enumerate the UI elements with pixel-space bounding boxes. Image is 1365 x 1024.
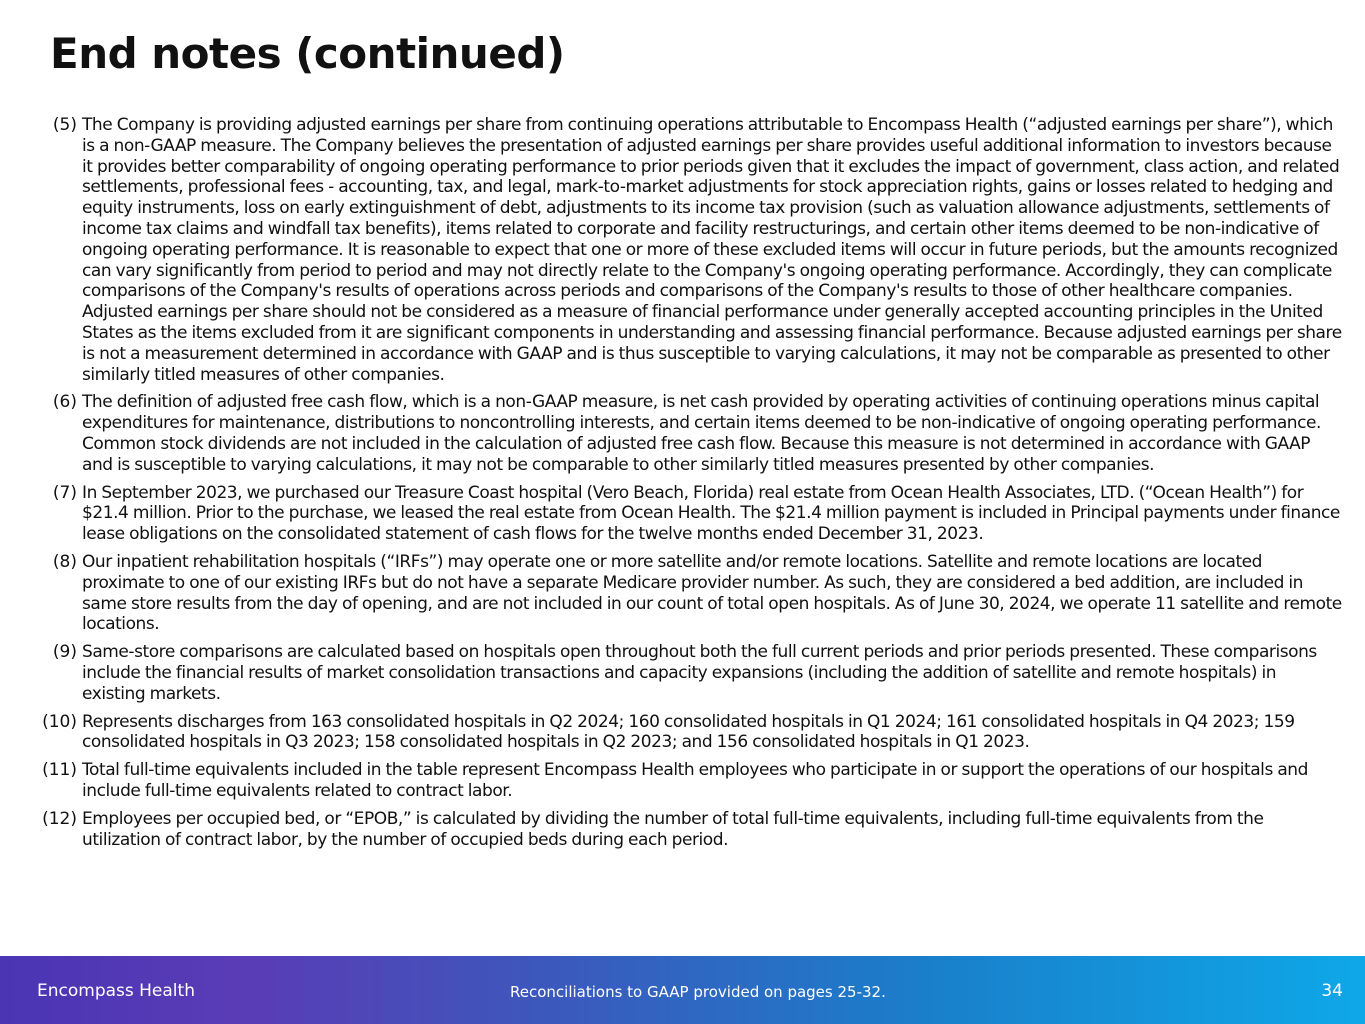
note-9: [30, 642, 1342, 704]
footer-company: Encompass Health: [37, 981, 195, 1001]
note-7: [30, 483, 1342, 545]
footer-bar: [0, 956, 1365, 1024]
note-text: The definition of adjusted free cash flow, which is a non-GAAP measure, is net cash provided by operating activities of continuing operations minus capital expenditures for maintenance, distributions to noncontrolling interests, and certain items deemed to be non-indicative of ongoing operating performance. Common stock dividends are not included in the calculation of adjusted free cash flow. Because this measure is not determined in accordance with GAAP and is susceptible to varying calculations, it may not be comparable to other similarly titled measures presented by other companies.: [82, 392, 1321, 475]
note-6: [30, 392, 1342, 475]
note-5: [30, 115, 1342, 385]
page-number: 34: [1321, 981, 1343, 1001]
note-text: Employees per occupied bed, or “EPOB,” is calculated by dividing the number of total full-time equivalents, including full-time equivalents from the utilization of contract labor, by the number of occupied beds during each period.: [82, 808, 1264, 850]
note-text: Represents discharges from 163 consolidated hospitals in Q2 2024; 160 consolidated hospitals in Q1 2024; 161 consolidated hospitals in Q4 2023; 159 consolidated hospitals in Q3 2023; 158 consolidated hospitals in Q2 2023; and 156 consolidated hospitals in Q1 2023.: [82, 711, 1295, 753]
note-11: [30, 760, 1342, 802]
note-number: (5): [52, 115, 77, 135]
note-text: Total full-time equivalents included in the table represent Encompass Health employees who participate in or support the operations of our hospitals and include full-time equivalents related to contract labor.: [82, 760, 1308, 801]
note-10: [30, 712, 1342, 754]
note-12: [30, 809, 1342, 851]
footer-reconciliation-note: Reconciliations to GAAP provided on pages 25-32.: [510, 983, 886, 1001]
note-number: (8): [52, 551, 77, 572]
page-title: End notes (continued): [50, 29, 565, 78]
note-8: [30, 552, 1342, 635]
end-notes-list: [30, 115, 1342, 857]
note-number: (9): [52, 642, 77, 663]
note-text: The Company is providing adjusted earnings per share from continuing operations attributable to Encompass Health (“adjusted earnings per share”), which is a non-GAAP measure. The Company believes the presentation of adjusted earnings per share provides useful additional information to investors because it provides better comparability of ongoing operating performance to prior periods given that it excludes the impact of government, class action, and related settlements, professional fees - accounting, tax, and legal, mark-to-market adjustments for stock appreciation rights, gains or losses related to hedging and equity instruments, loss on early extinguishment of debt, adjustments to its income tax provision (such as valuation allowance adjustments, settlements of income tax claims and windfall tax benefits), items related to corporate and facility restructurings, and certain other items deemed to be non-indicative of ongoing operating performance. It is reasonable to expect that one or more of these excluded items will occur in future periods, but the amounts recognized can vary significantly from period to period and may not directly relate to the Company's ongoing operating performance. Accordingly, they can complicate comparisons of the Company's results of operations across periods and comparisons of the Company's results to those of other healthcare companies. Adjusted earnings per share should not be considered as a measure of financial performance under generally accepted accounting principles in the United States as the items excluded from it are significant components in understanding and assessing financial performance. Because adjusted earnings per share is not a measurement determined in accordance with GAAP and is thus susceptible to varying calculations, it may not be comparable as presented to other similarly titled measures of other companies.: [82, 115, 1342, 385]
note-number: (7): [52, 482, 77, 503]
note-number: (10): [42, 711, 77, 732]
note-text: In September 2023, we purchased our Treasure Coast hospital (Vero Beach, Florida) real estate from Ocean Health Associates, LTD. (“Ocean Health”) for $21.4 million. Prior to the purchase, we leased the real estate from Ocean Health. The $21.4 million payment is included in Principal payments under finance lease obligations on the consolidated statement of cash flows for the twelve months ended December 31, 2023.: [82, 482, 1340, 545]
note-number: (6): [52, 392, 77, 413]
note-number: (11): [42, 760, 77, 781]
note-text: Same-store comparisons are calculated based on hospitals open throughout both the full current periods and prior periods presented. These comparisons include the financial results of market consolidation transactions and capacity expansions (including the addition of satellite and remote hospitals) in existing markets.: [82, 642, 1317, 704]
note-number: (12): [42, 808, 77, 829]
note-text: Our inpatient rehabilitation hospitals (“IRFs”) may operate one or more satellite and/or remote locations. Satellite and remote locations are located proximate to one of our existing IRFs but do not have a separate Medicare provider number. As such, they are considered a bed addition, are included in same store results from the day of opening, and are not included in our count of total open hospitals. As of June 30, 2024, we operate 11 satellite and remote locations.: [82, 551, 1342, 635]
